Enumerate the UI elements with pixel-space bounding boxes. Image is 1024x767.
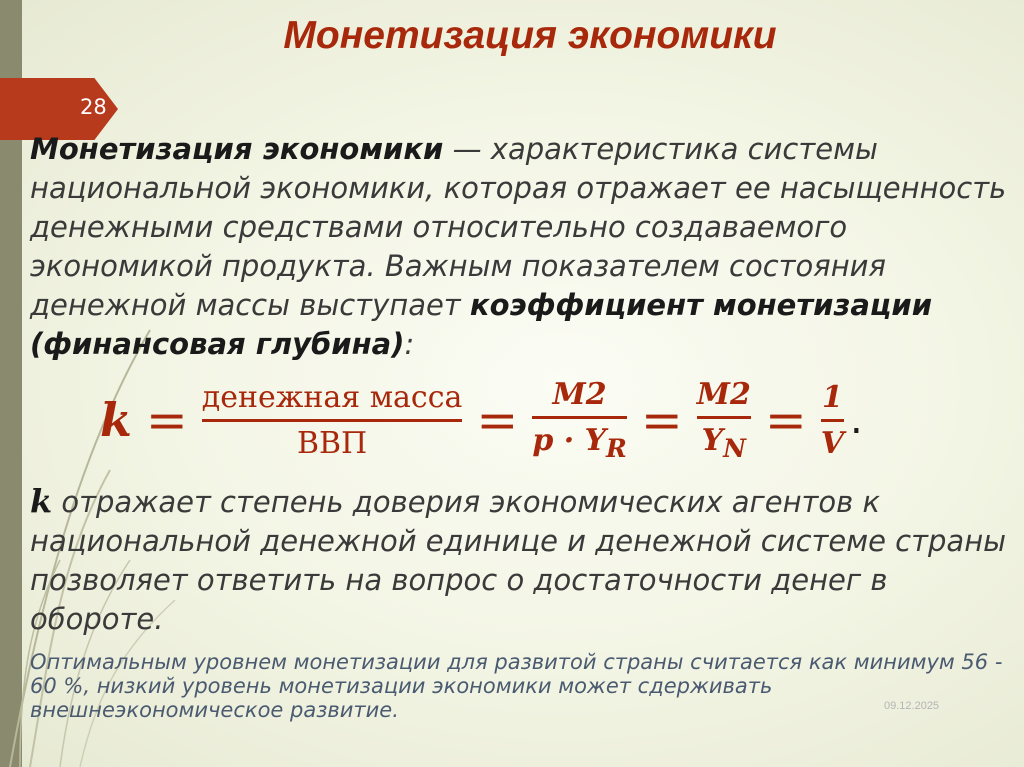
term-dash: — [443, 132, 491, 166]
slide-number: 28 [80, 95, 107, 119]
coefficient-term: коэффициент монетизации (финансовая глубина) [30, 288, 933, 361]
slide-title: Монетизация экономики [283, 14, 777, 57]
k-symbol: k [30, 482, 53, 520]
fraction-denominator: $p \cdot Y_R$ [532, 423, 627, 463]
colon: : [404, 327, 415, 361]
formula-k: k [100, 393, 132, 447]
fraction-denominator: V [820, 425, 845, 461]
fraction-bar [697, 416, 751, 419]
equals-sign: = [640, 391, 683, 449]
formula-end-dot: . [850, 397, 863, 443]
fraction-bar [202, 419, 463, 422]
optimal-level-note: Оптимальным уровнем монетизации для развитой страны считается как минимум 56 - 60 %, низкий уровень монетизации экономики может сдерживать внешнеэкономическое развитие. [30, 650, 1003, 722]
fraction-m2-yn [697, 377, 751, 463]
k-explanation-paragraph [30, 482, 1020, 639]
definition-text: характеристика системы национальной экономики, которая отражает ее насыщенность денежными средствами относительно создаваемого экономикой продукта. Важным показателем состояния денежной массы выступает [30, 132, 1007, 322]
slide-date: 09.12.2025 [884, 700, 940, 712]
fraction-one-v [821, 380, 844, 461]
equals-sign: = [764, 391, 807, 449]
fraction-numerator: M2 [696, 377, 751, 412]
term-bold: Монетизация экономики [30, 132, 444, 166]
fraction-bar [821, 419, 844, 422]
fraction-numerator: денежная масса [201, 379, 463, 415]
fraction-m2-pyr [532, 377, 627, 463]
fraction-numerator: M2 [552, 377, 607, 412]
definition-paragraph [30, 130, 1010, 364]
equals-sign: = [145, 391, 188, 449]
fraction-numerator: 1 [821, 379, 843, 415]
fraction-denominator: ВВП [296, 425, 368, 461]
k-explanation-text: отражает степень доверия экономических агентов к национальной денежной единице и денежной системе страны позволяет ответить на вопрос о достаточности денег в обороте. [30, 485, 1007, 636]
fraction-money-gdp [202, 380, 463, 461]
monetization-formula [100, 360, 980, 480]
fraction-bar [532, 416, 627, 419]
fraction-denominator: $Y_N$ [701, 423, 746, 463]
equals-sign: = [476, 391, 519, 449]
